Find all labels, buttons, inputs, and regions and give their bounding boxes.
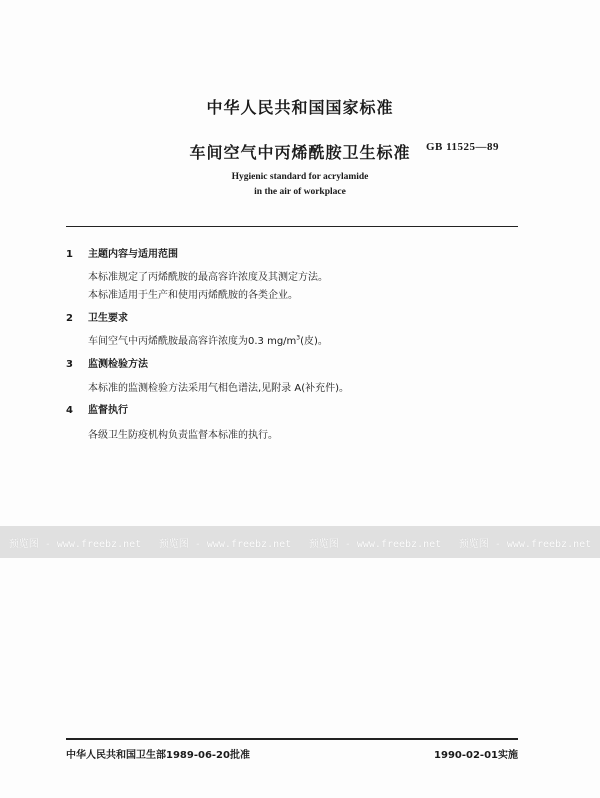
national-standard-heading: 中华人民共和国国家标准 xyxy=(206,98,394,117)
concentration-suffix: (皮)。 xyxy=(300,336,328,347)
section-4-heading xyxy=(66,401,128,416)
watermark-text: 预览图 - www.freebz.net xyxy=(8,538,142,550)
section-title: 监测检验方法 xyxy=(88,359,148,370)
section-3-paragraph: 本标准的监测检验方法采用气相色谱法,见附录 A(补充件)。 xyxy=(88,383,350,394)
english-title-line-1: Hygienic standard for acrylamide xyxy=(231,172,369,182)
section-number: 3 xyxy=(66,359,73,370)
section-2-paragraph xyxy=(88,332,328,347)
section-number: 1 xyxy=(66,249,73,260)
approval-date: 中华人民共和国卫生部1989-06-20批准 xyxy=(66,750,250,761)
unit-superscript: 3 xyxy=(296,334,301,342)
section-1-heading xyxy=(66,245,178,260)
section-number: 4 xyxy=(66,405,73,416)
section-title: 监督执行 xyxy=(88,405,128,416)
concentration-text: 车间空气中丙烯酰胺最高容许浓度为0.3 mg/m xyxy=(88,336,297,347)
section-1-paragraph-2: 本标准适用于生产和使用丙烯酰胺的各类企业。 xyxy=(88,290,298,301)
effective-date: 1990-02-01实施 xyxy=(434,750,518,761)
english-title-line-2: in the air of workplace xyxy=(254,187,346,197)
watermark-text: 预览图 - www.freebz.net xyxy=(158,538,292,550)
watermark-text: 预览图 - www.freebz.net xyxy=(458,538,592,550)
watermark-text: 预览图 - www.freebz.net xyxy=(308,538,442,550)
section-title: 卫生要求 xyxy=(88,313,128,324)
section-1-paragraph-1: 本标准规定了丙烯酰胺的最高容许浓度及其测定方法。 xyxy=(88,272,328,283)
section-2-heading xyxy=(66,309,128,324)
section-title: 主题内容与适用范围 xyxy=(88,249,178,260)
watermark-band xyxy=(0,526,600,558)
section-3-heading xyxy=(66,355,148,370)
footer-divider xyxy=(66,738,518,740)
section-number: 2 xyxy=(66,313,73,324)
section-4-paragraph: 各级卫生防疫机构负责监督本标准的执行。 xyxy=(88,430,278,441)
header-divider xyxy=(66,226,518,227)
standard-title: 车间空气中丙烯酰胺卫生标准 xyxy=(189,143,411,162)
standard-code: GB 11525—89 xyxy=(426,141,500,153)
